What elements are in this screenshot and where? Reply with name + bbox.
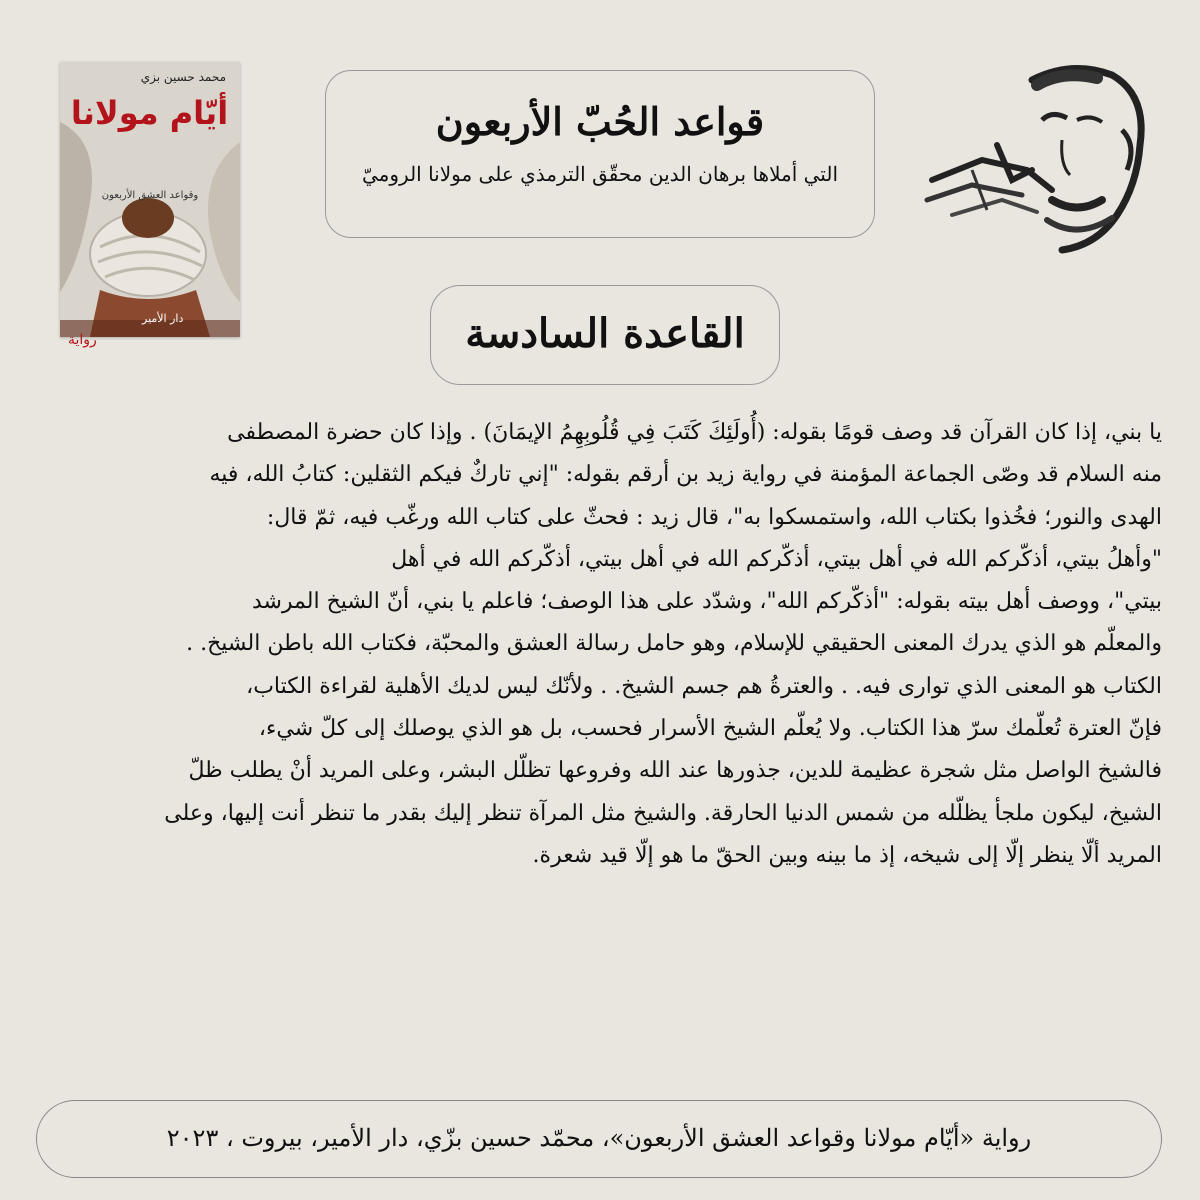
body-line: الشيخ، ليكون ملجأ يظلّله من شمس الدنيا الحارقة. والشيخ مثل المرآة تنظر إليك بقدر ما تنظر أنت إليها، وعلى — [164, 800, 1162, 826]
cover-author: محمد حسين بزي — [140, 70, 226, 84]
body-line: والمعلّم هو الذي يدرك المعنى الحقيقي للإسلام، وهو حامل رسالة العشق والمحبّة، فكتاب الله باطن الشيخ. . — [186, 631, 1162, 657]
citation-box — [36, 1100, 1162, 1178]
body-line: الكتاب هو المعنى الذي توارى فيه. . والعترةُ هم جسم الشيخ. . ولأنّك ليس لديك الأهلية لقراءة الكتاب، — [246, 673, 1162, 699]
title-box — [325, 70, 875, 238]
author-portrait-sketch — [912, 50, 1162, 260]
citation-text: رواية «أيّام مولانا وقواعد العشق الأربعون»، محمّد حسين بزّي، دار الأمير، بيروت ، ٢٠٢٣ — [166, 1124, 1032, 1152]
body-line: يا بني، إذا كان القرآن قد وصف قومًا بقوله: (أُولَئِكَ كَتَبَ فِي قُلُوبِهِمُ الإيمَانَ) . وإذا كان حضرة المصطفى — [227, 420, 1162, 445]
body-line: فإنّ العترة تُعلّمك سرّ هذا الكتاب. ولا يُعلّم الشيخ الأسرار فحسب، بل هو الذي يوصلك إلى كلّ شيء، — [258, 716, 1162, 742]
body-line: المريد ألّا ينظر إلّا إلى شيخه، إذ ما بينه وبين الحقّ ما هو إلّا قيد شعرة. — [532, 842, 1162, 868]
body-line: "وأهلُ بيتي، أذكّركم الله في أهل بيتي، أذكّركم الله في أهل بيتي، أذكّركم الله في أهل — [391, 546, 1162, 572]
cover-publisher: دار الأمير — [142, 312, 184, 325]
rule-title: القاعدة السادسة — [465, 310, 745, 357]
body-line: بيتي"، ووصف أهل بيته بقوله: "أذكّركم الله"، وشدّد على هذا الوصف؛ فاعلم يا بني، أنّ الشيخ المرشد — [251, 589, 1162, 615]
rule-body-text — [38, 412, 1162, 877]
body-line: منه السلام قد وصّى الجماعة المؤمنة في رواية زيد بن أرقم بقوله: "إني تاركٌ فيكم الثقلين: كتابُ الله، فيه — [209, 462, 1162, 488]
book-cover-image — [60, 62, 240, 348]
body-line: الهدى والنور؛ فخُذوا بكتاب الله، واستمسكوا به"، قال زيد : فحثّ على كتاب الله ورغّب فيه، ثمّ قال: — [266, 504, 1162, 530]
cover-title: أيّام مولانا — [70, 94, 229, 132]
page-subtitle: التي أملاها برهان الدين محقّق الترمذي على مولانا الروميّ — [362, 162, 838, 186]
page-title: قواعد الحُبّ الأربعون — [435, 99, 765, 144]
rule-title-box — [430, 285, 780, 385]
cover-subtitle: وقواعد العشق الأربعون — [101, 190, 199, 201]
body-line: فالشيخ الواصل مثل شجرة عظيمة للدين، جذورها عند الله وفروعها تظلّل البشر، وعلى المريد أنْ يطلب ظلّ — [188, 758, 1162, 784]
cover-genre: رواية — [68, 332, 97, 348]
